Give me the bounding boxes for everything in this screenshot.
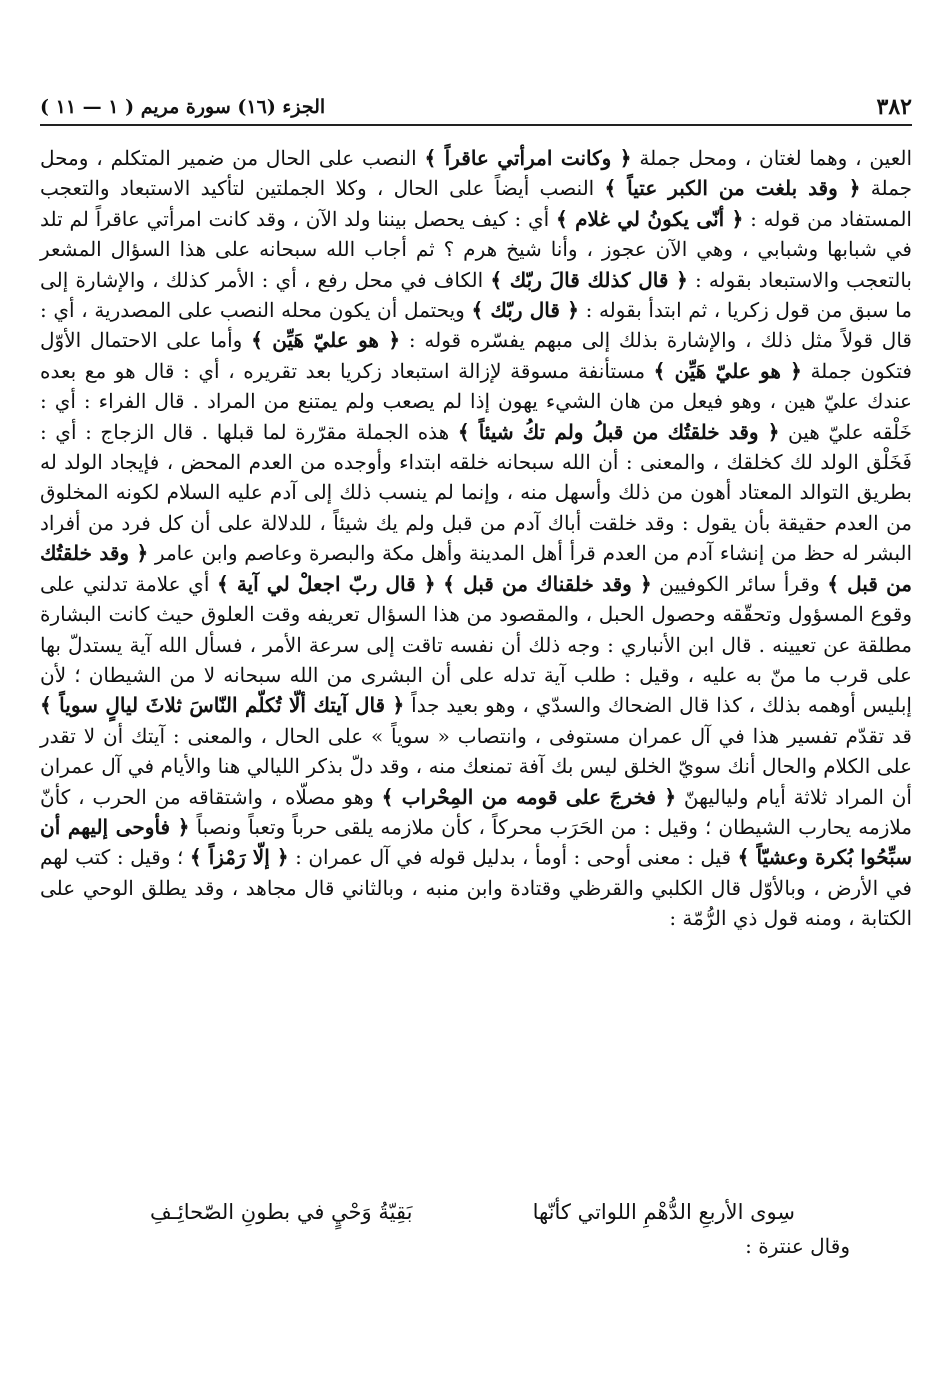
commentary-segment: وأما على الاحتمال الأوّل فتكون جملة [40, 328, 912, 383]
commentary-segment: العين ، وهما لغتان ، ومحل جملة [631, 146, 912, 170]
quran-quote: ﴿ قال ربّك ﴾ [471, 298, 579, 323]
commentary-segment: أي علامة تدلني على وقوع المسؤول وتحقّقه وحصول الحبل ، والمقصود من هذا السؤال تعريفه وقت العلوق حيث كانت البشارة مطلقة عن تعيينه . قال ابن الأنباري : وجه ذلك أن نفسه تاقت إلى سرعة الأمر ، فسأل الله آية يستدلّ بها على قرب ما منّ به عليه ، وقيل : طلب آية تدله على أن البشرى من الله سبحانه لا من الشيطان ؛ لأن إبليس أوهمه بذلك ، كذا قال الضحاك والسدّي ، وهو بعيد جداً [40, 571, 912, 718]
commentary-text [40, 143, 912, 934]
verse-intro-line: وقال عنترة : [745, 1234, 850, 1258]
commentary-segment: أي : كيف يحصل بيننا ولد الآن ، وقد كانت امرأتي عاقراً لم تلد في شبابها وشبابي ، وهي الآن عجوز ، وأنا شيخ هرم ؟ ثم أجاب الله سبحانه على هذا السؤال المشعر بالتعجب والاستبعاد بقوله : [40, 206, 912, 292]
quran-quote: ﴿ إلّا رَمْزاً ﴾ [189, 845, 289, 870]
commentary-segment: هذه الجملة مقرّرة لما قبلها . قال الزجاج : أي : فَخَلْق الولد لك كخلقك ، والمعنى : أن الله سبحانه خلقه ابتداء وأوجده من العدم المحض ، فإيجاد الولد له بطريق التوالد المعتاد أهون من ذلك وأسهل منه ، وإنما لم ينسب ذلك إلى آدم عليه السلام لكونه المخلوق من العدم حقيقة بأن يقول : وقد خلقت أباك آدم من قبل ولم يك شيئاً ، للدلالة على أن كل فرد من أفراد البشر له حظ من إنشاء آدم من العدم قرأ أهل المدينة وأهل مكة والبصرة وعاصم وابن عامر [40, 419, 913, 566]
commentary-segment: ويحتمل أن يكون محله النصب على المصدرية ، أي : قال قولاً مثل ذلك ، والإشارة بذلك إلى مبهم يفسّره قوله : [40, 298, 912, 353]
verse-first-hemistich: سِوى الأربعِ الدُّهْمِ اللواتي كأنّها [532, 1200, 795, 1224]
verse-second-hemistich: بَقِيّةُ وَحْيٍ في بطونِ الصّحائِـفِ [150, 1200, 413, 1224]
quran-quote: ﴿ فخرجَ على قومه من المِحْراب ﴾ [381, 784, 677, 809]
quran-quote: ﴿ وقد خلقتُك من قبل ﴾ [40, 541, 913, 596]
poetry-verse [150, 1200, 795, 1234]
quran-quote: ﴿ قال ربّ اجعلْ لي آية ﴾ [216, 571, 436, 596]
quran-quote: ﴿ أنّى يكونُ لي غلام ﴾ [556, 206, 744, 231]
header-rule [40, 124, 912, 126]
running-title: الجزء (١٦) سورة مريم ( ١ — ١١ ) [40, 96, 326, 118]
quran-quote: ﴿ وقد خلقناك من قبل ﴾ [443, 571, 652, 596]
commentary-segment: ؛ وقيل : كتب لهم في الأرض ، وبالأوّل قال الكلبي والقرظي وقتادة وابن منبه ، وبالثاني قال مجاهد ، وقد يطلق الوحي على الكتابة ، ومنه قول ذي الرُّمّة : [40, 845, 912, 931]
commentary-segment: قيل : معنى أوحى : أومأ ، بدليل قوله في آل عمران : [288, 845, 738, 870]
commentary-segment: النصب على الحال من ضمير المتكلم ، ومحل جملة [40, 146, 912, 201]
commentary-paragraph [40, 143, 912, 934]
quran-quote: ﴿ وقد خلقتُك من قبلُ ولم تكُ شيئاً ﴾ [457, 419, 780, 444]
page-header [40, 90, 912, 124]
quran-quote: ﴿ هو عليّ هَيِّن ﴾ [251, 328, 401, 353]
quran-quote: ﴿ وكانت امرأتي عاقراً ﴾ [424, 146, 632, 170]
quran-quote: ﴿ فأوحى إليهم أن سبِّحُوا بُكرة وعشيّاً ﴾ [40, 814, 912, 870]
page-number: ٣٨٢ [876, 94, 912, 120]
commentary-segment: وهو مصلّاه ، واشتقاقه من الحرب ، كأنّ ملازمه يحارب الشيطان ؛ وقيل : من الحَرَب محركاً ، كأن ملازمه يلقى حرباً وتعباً ونصباً [40, 784, 912, 839]
quran-quote: ﴿ وقد بلغت من الكبر عتياً ﴾ [604, 176, 861, 201]
commentary-segment: مستأنفة مسوقة لإزالة استبعاد زكريا بعد تقريره ، أي : قال هو مع بعده عندك عليّ هين ، وهو فيعل من هان الشيء يهون إذا لم يصعب ولم يمتنع من المراد . قال الفراء : أي : خَلْقه عليّ هين [40, 358, 912, 444]
commentary-segment: وقرأ سائر الكوفيين [651, 571, 828, 596]
quran-quote: ﴿ هو عليّ هَيِّن ﴾ [653, 358, 802, 383]
commentary-segment: النصب أيضاً على الحال ، وكلا الجملتين لتأكيد الاستبعاد والتعجب المستفاد من قوله : [40, 176, 912, 231]
quran-quote: ﴿ قال كذلك قالَ ربّك ﴾ [490, 267, 688, 292]
commentary-segment: قد تقدّم تفسير هذا في آل عمران مستوفى ، وانتصاب « سوياً » على الحال ، والمعنى : آيتك أن لا تقدر على الكلام والحال أنك سويّ الخلق ليس بك آفة تمنعك منه ، وقد دلّ بذكر الليالي هنا والأيام في آل عمران أن المراد ثلاثة أيام ولياليهنّ [40, 723, 912, 809]
commentary-segment: الكاف في محل رفع ، أي : الأمر كذلك ، والإشارة إلى ما سبق من قول زكريا ، ثم ابتدأ بقوله : [40, 267, 912, 323]
quran-quote: ﴿ قال آيتك ألّا تُكلّم النّاسَ ثلاثَ ليالٍ سوياً ﴾ [40, 693, 405, 718]
